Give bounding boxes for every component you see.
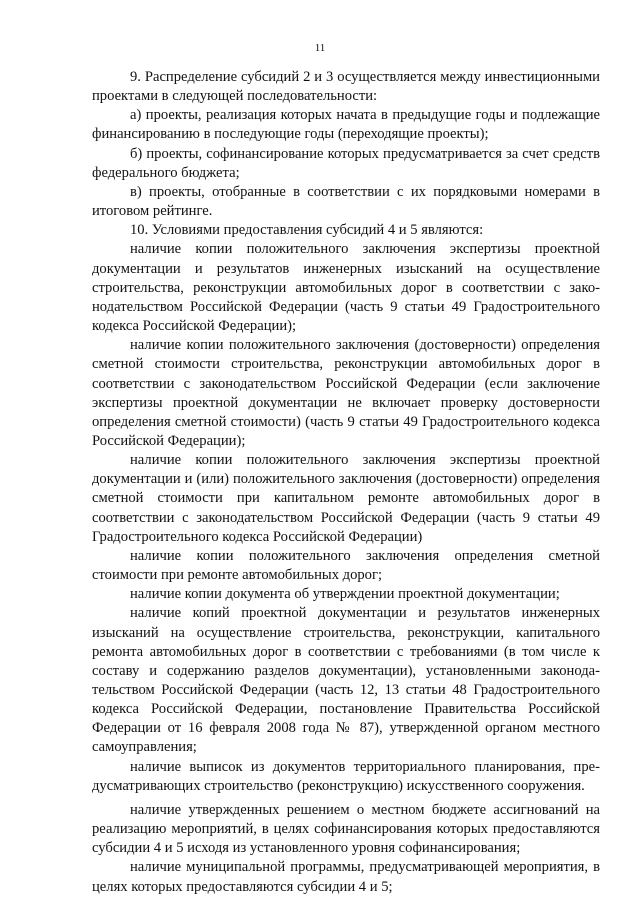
paragraph-condition-capital-repair: наличие копии положительного заключения экспертизы проектной документации и (или) положительного заключения (достоверности) определения сметной стоимости при капитальном ремонте автомобильных дорог в соответствии с законодательством Российской Федерации (часть 9 статьи 49 Градостроительного кодекса Российской Федерации) <box>92 452 600 545</box>
paragraph-item-c: в) проекты, отобранные в соответствии с их порядковыми номерами в итоговом рейтинге. <box>92 183 600 220</box>
paragraph-condition-cost-reliability: наличие копии положительного заключения (достоверности) определения сметной стоимости строительства, реконструкции автомобильных дорог в соответствии с законодательством Российской Федерации (если заключение экспертизы проектной документации не включает проверку достоверности определения сметной стоимости) (часть 9 статьи 49 Градостроительного кодекса Российской Федерации); <box>92 337 600 449</box>
paragraph-item-a: а) проекты, реализация которых начата в предыдущие годы и подлежащие финансированию в последующие годы (переходящие проекты); <box>92 107 600 143</box>
paragraph-condition-municipal-program: наличие муниципальной программы, предусматривающей мероприятия, в целях которых предоставляются субсидии 4 и 5; <box>92 859 600 895</box>
paragraph-condition-budget-allocations: наличие утвержденных решением о местном бюджете ассигнований на реализацию мероприятий, в целях софинансирования которых предоставляются субсидии 4 и 5 исходя из установленного уровня софинансирования; <box>92 801 600 857</box>
document-body <box>92 68 600 897</box>
page-number: 11 <box>314 42 326 54</box>
paragraph-condition-approval-document: наличие копии документа об утверждении проектной документации; <box>130 586 560 603</box>
paragraph-condition-project-copies: наличие копий проектной документации и результатов инженерных изысканий на осуществление строительства, реконструкции, капитального ремонта автомобильных дорог в соответствии с требованиями (в том числе к составу и содержанию разделов документации), установленными законодательством Российской Федерации (часть 12, 13 статьи 48 Градостроительного кодекса Российской Федерации, постановление Правительства Российской Федерации от 16 февраля 2008 года № 87), утвержденной органом местного самоуправления; <box>92 605 600 756</box>
paragraph-item-b: б) проекты, софинансирование которых предусматривается за счет средств федерального бюджета; <box>92 145 600 181</box>
paragraph-condition-repair-cost: наличие копии положительного заключения определения сметной стоимости при ремонте автомобильных дорог; <box>92 547 600 584</box>
paragraph-condition-expertise: наличие копии положительного заключения экспертизы проектной документации и результатов инженерных изысканий на осуществление строительства, реконструкции автомобильных дорог в соответствии с законодательством Российской Федерации (часть 9 статьи 49 Градостроительного кодекса Российской Федерации); <box>92 241 600 335</box>
paragraph-condition-territorial-planning: наличие выписок из документов территориального планирования, предусматривающих строительство (реконструкцию) искусственного сооружения. <box>92 758 600 794</box>
paragraph-distribution-order: 9. Распределение субсидий 2 и 3 осуществляется между инвестиционными проектами в следующей последовательности: <box>92 69 600 105</box>
paragraph-conditions-heading: 10. Условиями предоставления субсидий 4 и 5 являются: <box>130 222 484 239</box>
